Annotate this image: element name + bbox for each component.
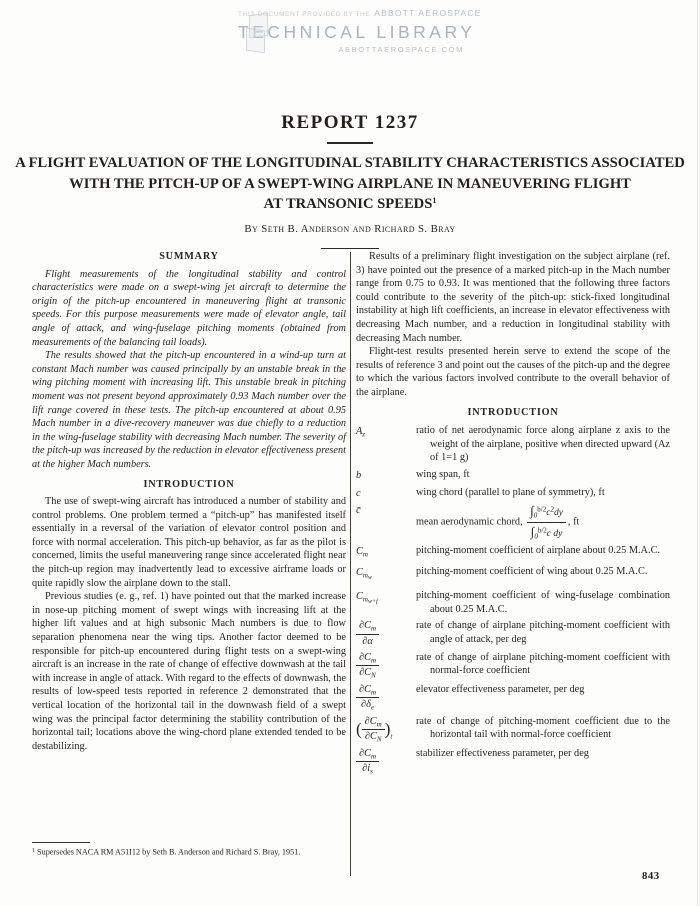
- summary-paragraph-2: The results showed that the pitch-up encountered in a wind-up turn at constant Mach number was caused principally by an unstable break in the wing pitching moment with increasing lift. This unstable break in pitching moment was not present beyond approximately 0.93 Mach number over the lift range covered in these tests. The pitch-up encountered at about 0.95 Mach number in a dive-recovery maneuver was due chiefly to a reduction in the wing-fuselage stability with decreasing Mach number. The severity of the pitch-up was increased by the reduction in elevator effectiveness present at the higher Mach numbers.: [32, 350, 346, 470]
- notation-item: [356, 747, 670, 776]
- fraction-numerator: $\partial C_m$: [362, 716, 385, 731]
- notation-item: [356, 683, 670, 712]
- notation-definition: ratio of net aerodynamic force along airplane z axis to the weight of the airplane, positive when directed upward (Az of 1=1 g): [416, 425, 670, 464]
- definition-text: , ft: [567, 516, 580, 528]
- notation-item: [356, 589, 670, 616]
- notation-symbol: c̄: [356, 505, 361, 517]
- title-divider-rule: [327, 142, 373, 144]
- watermark-brand-text: ABBOTT AEROSPACE: [374, 8, 482, 18]
- fraction-numerator: $\int_0^{b/2}c^2dy$: [527, 503, 566, 523]
- notation-symbol: [356, 683, 416, 712]
- footnote-divider-rule: [32, 842, 90, 843]
- notation-definition: wing span, ft: [416, 468, 470, 480]
- fraction-numerator: $\partial C_m$: [356, 748, 379, 763]
- notation-definition: rate of change of airplane pitching-moment coefficient with normal-force coefficient: [416, 651, 670, 677]
- notation-definition: rate of change of airplane pitching-moment coefficient with angle of attack, per deg: [416, 620, 670, 645]
- report-number: REPORT 1237: [281, 112, 419, 133]
- fraction-denominator: $\int_0^{b/2}c$ dy: [530, 523, 563, 541]
- derivative-fraction: [362, 716, 385, 744]
- notation-list: [356, 424, 670, 776]
- byline: By Seth B. Anderson and Richard S. Bray: [244, 223, 456, 236]
- notation-symbol: $C_{mw}$: [356, 567, 372, 582]
- results-paragraph-1: Results of a preliminary flight investigation on the subject airplane (ref. 3) have pointed out the presence of a marked pitch-up in the Mach number range from 0.75 to 0.93. It was mentioned that the following three factors could contribute to the severity of the pitch-up: stick-fixed longitudinal instability at high lift coefficients, an increase in elevator effectiveness with decreasing Mach number, and a reduction in longitudinal stability with decreasing Mach number.: [356, 251, 670, 344]
- footnote-body: Supersedes NACA RM A51I12 by Seth B. Anderson and Richard S. Bray, 1951.: [37, 847, 301, 857]
- watermark-provided-by-line: [238, 3, 482, 21]
- report-title: [14, 153, 686, 215]
- summary-paragraph-1: Flight measurements of the longitudinal stability and control characteristics were made on a swept-wing jet aircraft to determine the origin of the pitch-up encountered in maneuvering flight at transonic speeds. For this purpose measurements were made of elevator angle, tail angle of attack, and wing-fuselage pitching moments (obtained from measurements of the balancing tail loads).: [32, 268, 346, 348]
- watermark-library-title: TECHNICAL LIBRARY: [238, 22, 476, 42]
- introduction-paragraph-1: The use of swept-wing aircraft has introduced a number of stability and control problems. One problem termed a “pitch-up” has manifested itself essentially in a reversal of the variation of elevator control position and force with normal acceleration. This pitch-up behavior, as far as the pilot is concerned, limits the useful maneuvering range since accelerated flight near the pitch-up region may inadvertently lead to excessive airframe loads or quite rapidly slow the airplane down to the stall.: [32, 496, 346, 589]
- notation-symbol: $C_{mw+f}$: [356, 590, 378, 605]
- close-paren: ): [384, 719, 391, 739]
- integral-fraction: [527, 503, 566, 541]
- fraction-numerator: $\partial C_m$: [356, 620, 379, 635]
- fraction-denominator: $\partial i_s$: [362, 763, 373, 776]
- definition-text: mean aerodynamic chord,: [416, 516, 526, 528]
- results-paragraph-2: Flight-test results presented herein serve to extend the scope of the results of reference 3 and point out the causes of the pitch-up and the degree to which the various factors involved contribute to the overall behavior of the airplane.: [356, 346, 670, 398]
- notation-symbol: [356, 651, 416, 680]
- derivative-fraction: [356, 652, 379, 680]
- notation-symbol: [356, 619, 416, 647]
- title-footnote-marker: 1: [432, 196, 437, 206]
- right-column: [356, 250, 670, 779]
- notation-definition: [416, 503, 670, 541]
- report-title-line-1: A FLIGHT EVALUATION OF THE LONGITUDINAL STABILITY CHARACTERISTICS ASSOCIATED: [15, 155, 685, 171]
- notation-symbol: $C_m$: [356, 546, 368, 559]
- notation-item: [356, 651, 670, 680]
- fraction-denominator: $\partial C_N$: [364, 731, 382, 744]
- notation-definition: stabilizer effectiveness parameter, per deg: [416, 747, 589, 759]
- report-title-line-2: WITH THE PITCH-UP OF A SWEPT-WING AIRPLANE IN MANEUVERING FLIGHT: [69, 175, 631, 192]
- notation-symbol: [356, 747, 416, 776]
- title-block: [0, 112, 700, 249]
- notation-symbol: b: [356, 469, 362, 481]
- notation-symbol: [356, 715, 416, 744]
- notation-definition: wing chord (parallel to plane of symmetry), ft: [416, 486, 605, 498]
- notation-definition: elevator effectiveness parameter, per deg: [416, 683, 585, 695]
- report-title-line-3: AT TRANSONIC SPEEDS: [263, 196, 433, 213]
- footnote-marker: 1: [32, 848, 35, 854]
- notation-definition: rate of change of pitching-moment coefficient due to the horizontal tail with normal-force coefficient: [416, 715, 670, 741]
- notation-symbol: $A_z$: [356, 426, 366, 439]
- notation-heading: INTRODUCTION: [467, 406, 559, 418]
- notation-definition: pitching-moment coefficient of airplane about 0.25 M.A.C.: [416, 545, 661, 557]
- fraction-denominator: ∂α: [362, 635, 373, 647]
- technical-library-watermark: [238, 3, 482, 54]
- notation-definition: pitching-moment coefficient of wing about 0.25 M.A.C.: [416, 566, 648, 578]
- introduction-paragraph-2: Previous studies (e. g., ref. 1) have pointed out that the marked increase in nose-up pitching moment of swept wings with increasing lift at the higher lift values and at high subsonic Mach numbers is due to flow separation phenomena near the wing tips. Another factor deemed to be responsible for pitch-up encountered during flight tests on a swept-wing aircraft is an increase in the rate of change of effective downwash at the tail with increase in angle of attack. With regard to the effects of downwash, the results of low-speed tests reported in reference 2 demonstrated that the vertical location of the horizontal tail in the downwash field of a swept wing was the principal factor determining the stability contribution of the horizontal tail; locations above the wing-chord plane extended tended to be destabilizing.: [32, 591, 346, 752]
- footnote-block: [32, 842, 346, 858]
- page-number: 843: [642, 870, 660, 882]
- derivative-fraction: [356, 748, 379, 776]
- fraction-numerator: $\partial C_m$: [356, 684, 379, 699]
- notation-item: [356, 619, 670, 647]
- document-stack-icon: [246, 13, 270, 55]
- notation-item: [356, 486, 670, 501]
- derivative-fraction: [356, 620, 379, 647]
- notation-definition: pitching-moment coefficient of wing-fuselage combination about 0.25 M.A.C.: [416, 589, 670, 615]
- watermark-provided-by-text: THIS DOCUMENT PROVIDED BY THE: [238, 11, 371, 18]
- footnote-text: [32, 846, 346, 858]
- left-column: [32, 250, 346, 753]
- fraction-denominator: $\partial C_N$: [359, 667, 376, 680]
- derivative-fraction: [356, 684, 379, 712]
- notation-item: [356, 424, 670, 465]
- notation-item: [356, 503, 670, 541]
- notation-item: [356, 565, 670, 586]
- watermark-url: ABBOTTAEROSPACE.COM: [338, 45, 464, 54]
- open-paren: (: [356, 719, 362, 739]
- notation-symbol: c: [356, 487, 361, 499]
- notation-item: [356, 468, 670, 483]
- fraction-denominator: $\partial\delta_e$: [361, 699, 375, 712]
- fraction-numerator: $\partial C_m$: [356, 652, 379, 667]
- tail-subscript: t: [390, 732, 393, 741]
- summary-heading: SUMMARY: [159, 251, 219, 262]
- notation-item: [356, 544, 670, 562]
- introduction-heading: INTRODUCTION: [143, 478, 235, 490]
- notation-item: [356, 715, 670, 744]
- column-divider-rule: [350, 252, 351, 876]
